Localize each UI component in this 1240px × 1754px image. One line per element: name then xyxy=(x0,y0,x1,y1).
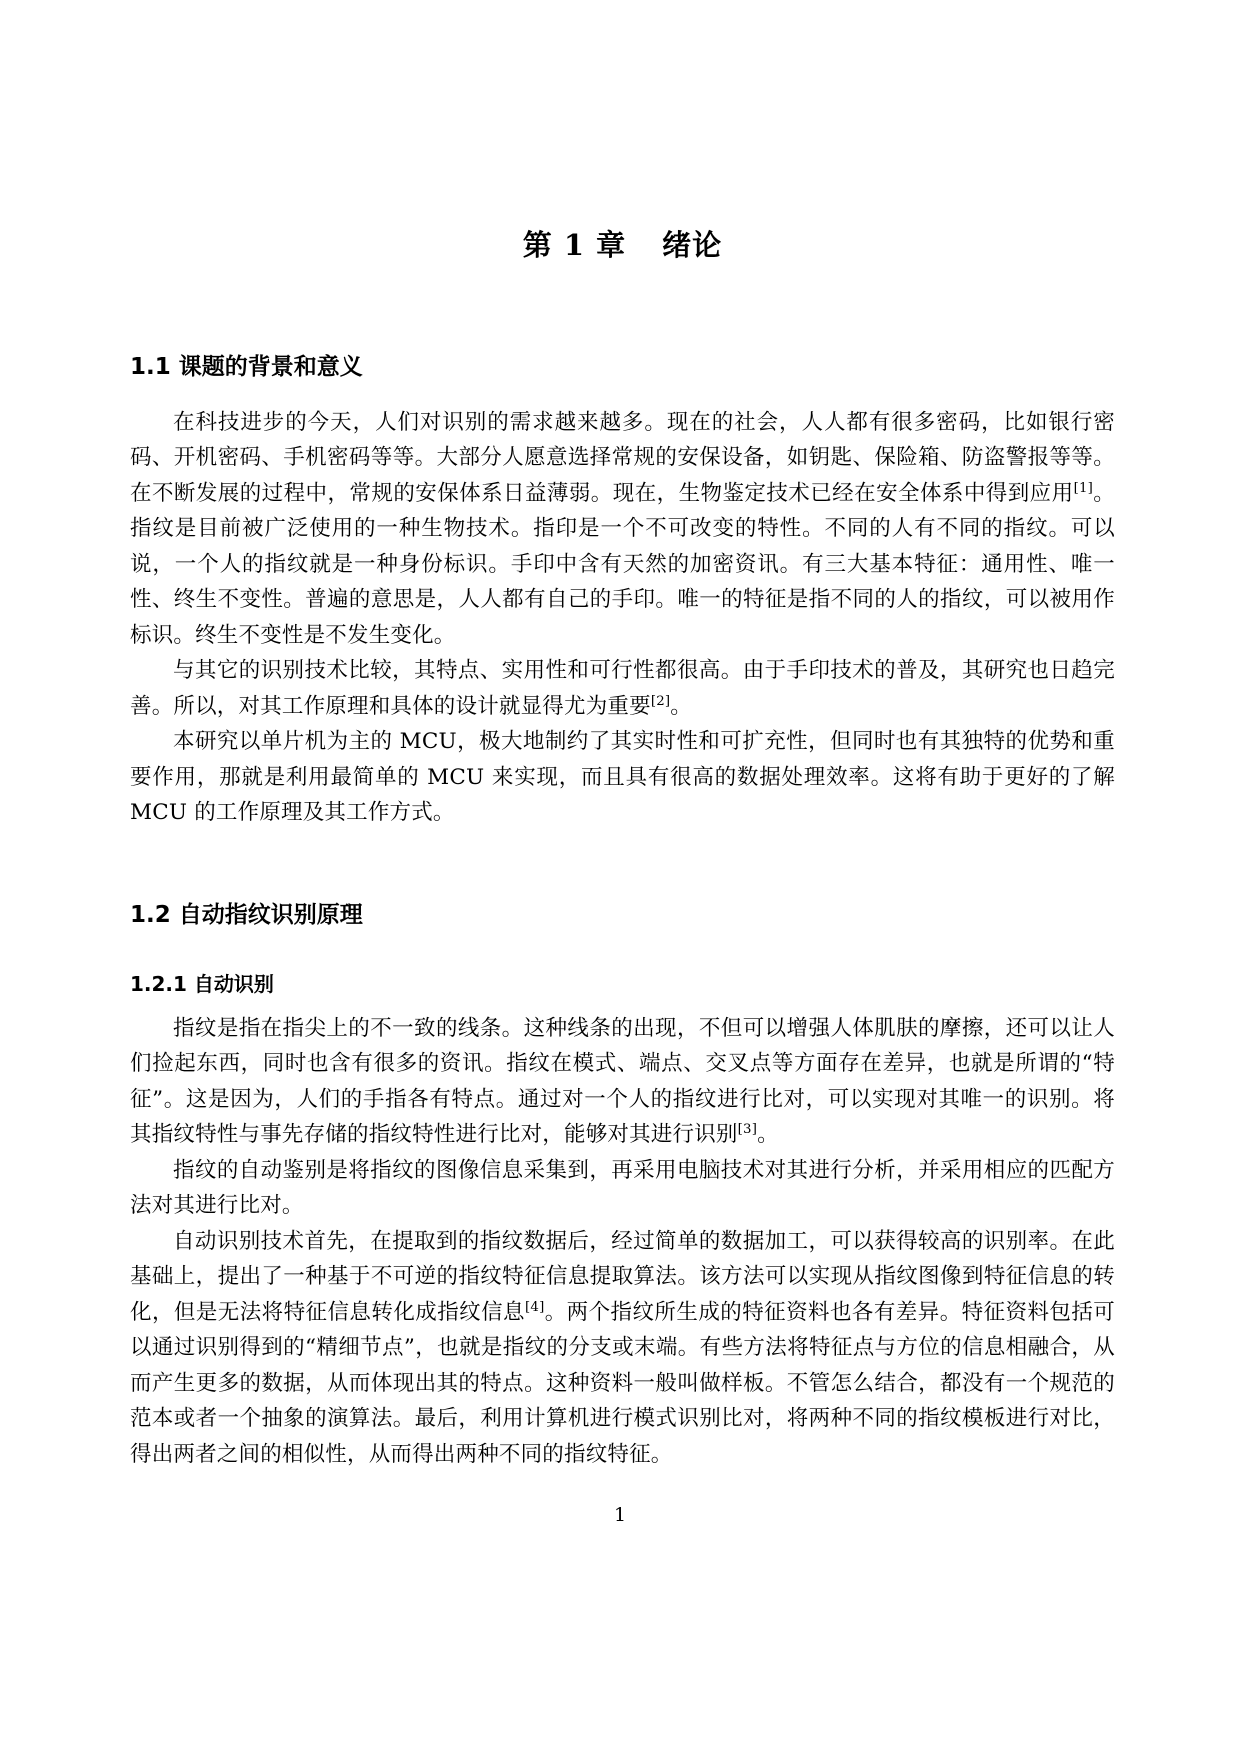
citation-reference: [2] xyxy=(650,693,671,709)
page-content xyxy=(130,0,1115,1472)
citation-reference: [1] xyxy=(1073,480,1094,496)
spacer xyxy=(130,997,1115,1011)
page-number: 1 xyxy=(613,1504,627,1526)
chapter-name: 绪论 xyxy=(662,228,723,262)
paragraph-1-2-1-1: 指纹是指在指尖上的不一致的线条。这种线条的出现，不但可以增强人体肌肤的摩擦，还可以让人们捡起东西，同时也含有很多的资讯。指纹在模式、端点、交叉点等方面存在差异，也就是所谓的“特征”。这是因为，人们的手指各有特点。通过对一个人的指纹进行比对，可以实现对其唯一的识别。将其指纹特性与事先存储的指纹特性进行比对，能够对其进行识别[3]。 xyxy=(130,1015,1115,1148)
paragraph-1-2-1-3: 自动识别技术首先，在提取到的指纹数据后，经过简单的数据加工，可以获得较高的识别率。在此基础上，提出了一种基于不可逆的指纹特征信息提取算法。该方法可以实现从指纹图像到特征信息的转化，但是无法将特征信息转化成指纹信息[4]。两个指纹所生成的特征资料也各有差异。特征资料包括可以通过识别得到的“精细节点”，也就是指纹的分支或末端。有些方法将特征点与方位的信息相融合，从而产生更多的数据，从而体现出其的特点。这种资料一般叫做样板。不管怎么结合，都没有一个规范的范本或者一个抽象的演算法。最后，利用计算机进行模式识别比对，将两种不同的指纹模板进行对比，得出两者之间的相似性，从而得出两种不同的指纹特征。 xyxy=(130,1228,1115,1467)
spacer xyxy=(130,931,1115,971)
spacer xyxy=(130,831,1115,901)
spacer xyxy=(130,383,1115,405)
chapter-number: 第 1 章 xyxy=(522,228,627,262)
subsection-heading-1-2-1: 1.2.1 自动识别 xyxy=(130,971,274,996)
citation-reference: [4] xyxy=(524,1299,545,1315)
paragraph-1-1-2: 与其它的识别技术比较，其特点、实用性和可行性都很高。由于手印技术的普及，其研究也日趋完善。所以，对其工作原理和具体的设计就显得尤为重要[2]。 xyxy=(130,658,1115,719)
citation-reference: [3] xyxy=(737,1121,758,1137)
section-heading-1-2: 1.2 自动指纹识别原理 xyxy=(130,901,363,928)
paragraph-1-1-3: 本研究以单片机为主的 MCU，极大地制约了其实时性和可扩充性，但同时也有其独特的优势和重要作用，那就是利用最简单的 MCU 来实现，而且具有很高的数据处理效率。这将有助于更好的了解 MCU 的工作原理及其工作方式。 xyxy=(130,729,1115,826)
spacer xyxy=(130,263,1115,353)
paragraph-1-1-1: 在科技进步的今天，人们对识别的需求越来越多。现在的社会，人人都有很多密码，比如银行密码、开机密码、手机密码等等。大部分人愿意选择常规的安保设备，如钥匙、保险箱、防盗警报等等。在不断发展的过程中，常规的安保体系日益薄弱。现在，生物鉴定技术已经在安全体系中得到应用[1]。指纹是目前被广泛使用的一种生物技术。指印是一个不可改变的特性。不同的人有不同的指纹。可以说，一个人的指纹就是一种身份标识。手印中含有天然的加密资讯。有三大基本特征：通用性、唯一性、终生不变性。普遍的意思是，人人都有自己的手印。唯一的特征是指不同的人的指纹，可以被用作标识。终生不变性是不发生变化。 xyxy=(130,409,1116,648)
chapter-title xyxy=(130,0,1115,263)
paragraph-1-2-1-2: 指纹的自动鉴别是将指纹的图像信息采集到，再采用电脑技术对其进行分析，并采用相应的匹配方法对其进行比对。 xyxy=(130,1157,1115,1219)
section-heading-1-1: 1.1 课题的背景和意义 xyxy=(130,353,363,380)
